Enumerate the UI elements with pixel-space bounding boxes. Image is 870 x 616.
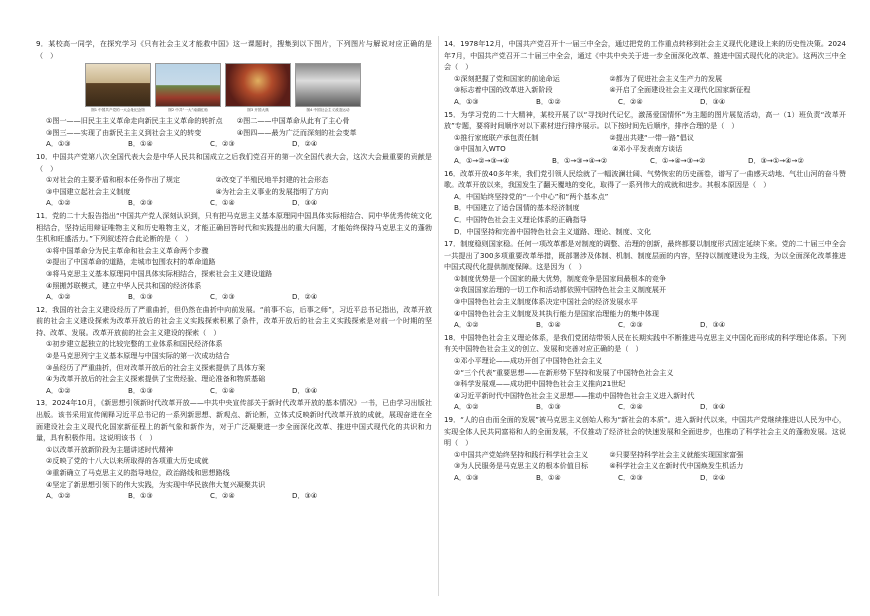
question-stem: 17．制度稳则国家稳。任何一项改革都是对制度的调整、治理的创新，最终都要以制度形式固定延续下来。党的二十届三中全会一共提出了300多项重要改革举措，既部署涉及体制、机制、制度层面的内容，坚持以制度建设为主线，为以全面深化改革推进中国式现代化提供制度保障。这是因为（ ） [444,239,846,272]
option: ①图一——旧民主主义革命走向新民主主义革命的转折点 ②图二——中国革命从此有了主心骨 [46,116,350,126]
choice-a[interactable]: A．①② [46,292,71,302]
option: ③为人民服务是马克思主义的根本价值目标 ④科学社会主义在新时代中国焕发生机活力 [454,461,744,471]
answer-choices [36,291,432,303]
option: ③将马克思主义基本原理同中国具体实际相结合，探索社会主义建设道路 [46,268,273,278]
choice-b[interactable]: B．①③ [128,292,153,302]
option: ①对社会的主要矛盾和根本任务作出了规定 ②改变了半殖民地半封建的社会形态 [46,175,329,185]
photo-strip [86,63,432,113]
choice-a[interactable]: A．①② [454,402,479,412]
choice-b[interactable]: B．①④ [536,472,561,482]
question-stem: 9．某校高一同学，在探究学习《只有社会主义才能救中国》这一课题时，搜集到以下图片，下列图片与解说对应正确的是（ ） [36,39,432,60]
choice-c[interactable]: C．②③ [210,139,235,149]
option: ②反映了党的十八大以来所取得的各项重大历史成就 [46,456,209,466]
choice-d[interactable]: D．③④ [292,385,318,395]
answer-choices [444,155,846,167]
choice-a[interactable]: A．中国始终坚持党的“一个中心”和“两个基本点” [454,191,609,201]
choice-c[interactable]: C．②③ [618,320,643,330]
left-column [36,38,432,503]
choice-b[interactable]: B．②③ [128,198,153,208]
option: ④为改革开放后的社会主义探索提供了宝贵经验、理论准备和物质基础 [46,374,266,384]
photo-4 [296,63,360,113]
choice-d[interactable]: D．②④ [292,139,318,149]
choice-d[interactable]: D．②④ [292,292,318,302]
question-stem: 10．中国共产党第八次全国代表大会是中华人民共和国成立之后我们党召开的第一次全国代表大会，这次大会最重要的贡献是（ ） [36,151,432,173]
choice-a[interactable]: A．①③ [454,96,479,106]
choice-a[interactable]: A．①→②→③→④ [454,155,510,165]
question-stem: 14．1978年12月，中国共产党召开十一届三中全会，通过把党的工作重点转移到社会主义现代化建设上来的历史性决策。2024年7月，中国共产党召开二十届三中全会，通过《中共中央关于进一步全面深化改革、推进中国式现代化的决定》。这两次三中全会（ ） [444,39,846,72]
question-stem: 13．2024年10月，《新思想引领新时代改革开放——中共中央宣传部关于新时代改革开放的基本情况》一书，已由学习出版社出版。该书采用宣传阐释习近平总书记的一系列新思想、新观点、新论断，立体式反映新时代改革开放的成就，展现奋进在全面建设社会主义现代化国家新征程上的新气象和新作为，对于广泛凝聚进一步全面深化改革、推进中国式现代化的共识和力量，具有积极作用。这说明该书（ ） [36,398,432,443]
choice-a[interactable]: A．①③ [454,472,479,482]
choice-c[interactable]: C．②③ [210,292,235,302]
option: ③科学发展观——成功把中国特色社会主义推向21世纪 [454,379,626,389]
choice-a[interactable]: A．①③ [46,139,71,149]
question-15 [444,109,846,167]
choice-a[interactable]: A．①② [46,491,71,501]
option: ③标志着中国的改革进入新阶段 ④开启了全面建设社会主义现代化国家新征程 [454,85,751,95]
choice-a[interactable]: A．①② [46,198,71,208]
option: ③中国特色社会主义制度体系决定中国社会的经济发展水平 [454,297,638,307]
answer-choices [36,385,432,397]
question-14 [444,38,846,108]
question-stem: 11．党的二十大报告指出“中国共产党人深刻认识到，只有把马克思主义基本原理同中国具体实际相结合、同中华优秀传统文化相结合，坚持运用辩证唯物主义和历史唯物主义，才能正确回答时代和实践提出的重大问题，才能始终保持马克思主义的蓬勃生机和旺盛活力。”下列叙述符合此论断的是（ ） [36,210,432,244]
choice-c[interactable]: C．①④ [210,198,235,208]
photo-1 [86,63,150,113]
answer-choices [444,96,846,108]
question-stem: 19．“人的自由而全面的发展”被马克思主义创始人称为“新社会的本质”。进入新时代以来，中国共产党继续推进以人民为中心，实现全体人民共同富裕和人的全面发展，不仅推动了经济社会的快速发展和全面进步，也推动了科学社会主义的蓬勃发展。这说明（ ） [444,415,846,448]
photo-caption: 图2 中共“一大”南湖红船 [168,108,208,113]
question-stem: 16．改革开放40多年来，我们党引领人民绘就了一幅波澜壮阔、气势恢宏的历史画卷，谱写了一曲感天动地、气壮山河的奋斗赞歌。改革开放以来，我国发生了翻天覆地的变化，取得了一系列伟大的成就和进步。其根本原因是（ ） [444,168,846,190]
option: ④习近平新时代中国特色社会主义思想——推动中国特色社会主义进入新时代 [454,390,695,400]
option: ③中国加入WTO ④邓小平发表南方谈话 [454,144,683,154]
choice-c[interactable]: C．②④ [618,96,643,106]
question-17 [444,238,846,331]
column-divider [438,36,439,596]
choice-b[interactable]: B．①③ [536,402,561,412]
option: ②提出了中国革命的道路，走城市包围农村的革命道路 [46,257,216,267]
choice-b[interactable]: B．①③ [128,385,153,395]
photo-3 [226,63,290,113]
choice-d[interactable]: D．②④ [700,472,726,482]
option: ④坚定了新思想引领下的伟大实践，为实现中华民族伟大复兴凝聚共识 [46,479,266,489]
option: ③虽经历了严重曲折，但对改革开放后的社会主义探索提供了具体方案 [46,362,266,372]
choice-b[interactable]: B．①④ [536,320,561,330]
photo-2 [156,63,220,113]
option: ①中国共产党始终坚持和践行科学社会主义 ②只要坚持科学社会主义就能实现国家富强 [454,449,744,459]
question-stem: 18．中国特色社会主义理论体系，是我们党团结带领人民在长期实践中不断推进马克思主义中国化而形成的科学理论体系。下列有关中国特色社会主义的创立、发展和完善对应正确的是（ ） [444,332,846,354]
question-12 [36,304,432,397]
choice-c[interactable]: C．①④ [210,385,235,395]
photo-caption: 图3 开国大典 [247,108,269,113]
option: ①邓小平理论——成功开创了中国特色社会主义 [454,356,603,366]
choice-d[interactable]: D．③→①→④→② [748,155,804,165]
option: ③图三——实现了由新民主主义到社会主义的转变 ④图四——最为广泛而深刻的社会变革 [46,127,357,137]
answer-choices [444,472,846,484]
option: ③重新确立了马克思主义的指导地位，政治路线和思想路线 [46,468,230,477]
question-11 [36,210,432,303]
option: ④中国特色社会主义制度及其执行能力是国家治理能力的集中体现 [454,308,659,318]
choice-d[interactable]: D．③④ [292,491,318,501]
red-boat-photo [155,63,221,107]
question-9 [36,38,432,150]
question-16 [444,168,846,238]
choice-d[interactable]: D．③④ [700,96,726,106]
option: ②“三个代表”重要思想——在新形势下坚持和发展了中国特色社会主义 [454,367,674,377]
question-19 [444,414,846,484]
option: ①将中国革命分为民主革命和社会主义革命两个步骤 [46,245,209,255]
photo-caption: 图4 中国社会主义改造运动 [306,108,350,113]
option: ④照搬苏联模式，建立中华人民共和国的经济体系 [46,280,202,290]
choice-b[interactable]: B．中国建立了适合国情的基本经济制度 [454,203,580,213]
answer-choices [36,197,432,209]
option: ①初步建立起独立的比较完整的工业体系和国民经济体系 [46,339,223,349]
option: ①以改革开放新阶段为主题讲述时代精神 [46,444,173,454]
museum-photo [85,63,151,107]
question-13 [36,397,432,501]
answer-choices [444,401,846,413]
choice-b[interactable]: B．①② [536,96,561,106]
option: ②我国国家治理的一切工作和活动都依照中国特色社会主义制度展开 [454,285,667,295]
question-10 [36,151,432,209]
question-stem: 15．为学习党的二十大精神，某校开展了以“寻找时代记忆，激荡爱国情怀”为主题的图片展览活动，高一（1）班负责“改革开放”专题，要将时间顺序对以下素材进行排序展示。以下按时间先后顺序，排序合理的是（ ） [444,109,846,131]
choice-a[interactable]: A．①② [46,385,71,395]
socialist-transformation-photo [295,63,361,107]
choice-d[interactable]: D．中国坚持和完善中国特色社会主义道路、理论、制度、文化 [454,226,651,236]
choice-c[interactable]: C．②③ [618,472,643,482]
choice-d[interactable]: D．③④ [292,198,318,208]
choice-b[interactable]: B．①→③→④→② [552,155,608,165]
choice-c[interactable]: C．②④ [618,402,643,412]
answer-choices [444,319,846,331]
option: ①制度优势是一个国家的最大优势，制度竞争是国家间最根本的竞争 [454,273,667,283]
answer-choices [36,490,432,502]
option: ①深刻把握了党和国家的前途命运 ②都为了促进社会主义生产力的发展 [454,73,723,83]
photo-caption: 图1 中国共产党的一大会址纪念馆 [91,108,145,113]
choice-b[interactable]: B．①③ [128,491,153,501]
choice-c[interactable]: C．中国特色社会主义理论体系的正确指导 [454,214,587,224]
answer-choices [36,138,432,150]
choice-d[interactable]: D．③④ [700,320,726,330]
choice-d[interactable]: D．③④ [700,402,726,412]
choice-b[interactable]: B．①④ [128,139,153,149]
option: ①推行家庭联产承包责任制 ②提出共建“一带一路”倡议 [454,132,694,142]
option: ③中国建立起社会主义制度 ④为社会主义事业的发展指明了方向 [46,186,329,196]
question-stem: 12．我国的社会主义建设经历了严重曲折，但仍然在曲折中向前发展。“前事不忘，后事之师”，习近平总书记指出，改革开放前的社会主义建设探索为改革开放后的社会主义实践探索积累了条件，改革开放后的社会主义实践探索是对前一个时期的坚持、改革、发展。改革开放前的社会主义建设的探索（ ） [36,304,432,337]
question-18 [444,332,846,413]
choice-c[interactable]: C．②④ [210,491,235,501]
choice-c[interactable]: C．①→④→③→② [650,155,706,165]
founding-ceremony-photo [225,63,291,107]
choice-a[interactable]: A．①② [454,320,479,330]
right-column [444,38,846,485]
option: ②是马克思列宁主义基本原理与中国实际的第一次成功结合 [46,351,230,361]
